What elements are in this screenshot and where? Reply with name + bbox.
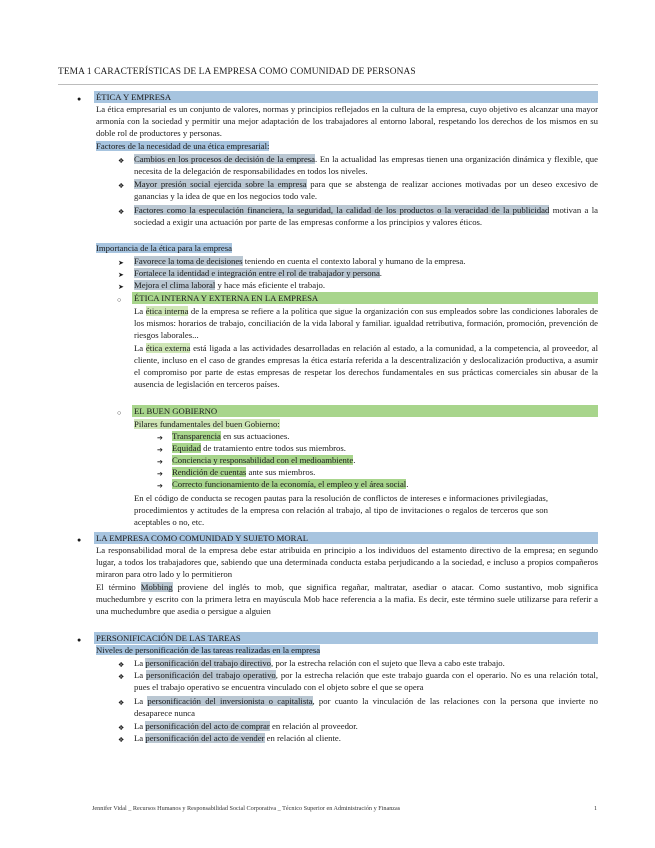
diamond-bullet-icon: ❖	[118, 673, 125, 681]
diamond-bullet-icon: ❖	[118, 736, 125, 744]
list-item-pilar-4: Rendición de cuentas ante sus miembros.	[172, 467, 316, 477]
diamond-bullet-icon: ❖	[118, 661, 125, 669]
paragraph-mobbing: El término Mobbing proviene del inglés to mob, que significa regañar, maltratar, asediar o atacar. Como sustantivo, mob significa muchedumbre y escrito con la primera letra en mayúscula Mob hace referencia a la mafia. Es decir, este término suele utilizarse para referir a una muchedumbre que asedia o persigue a alguien	[96, 582, 599, 617]
label-importancia: Importancia de la ética para la empresa	[96, 243, 233, 253]
arrow-bullet-icon: ➤	[118, 271, 124, 279]
title-rule	[58, 84, 598, 85]
list-item-nivel-5: La personificación del acto de vender en relación al cliente.	[134, 733, 341, 743]
diamond-bullet-icon: ❖	[118, 699, 125, 707]
paragraph-etica-externa: La ética externa está ligada a las actividades desarrolladas en relación al estado, a la comunidad, a la competencia, al proveedor, al cliente, incluso en el caso de grandes empresas la ética estaría referida a la descentralización y deslocalización productiva, a asumir el compromiso por parte de estas empresas de respetar los derechos fundamentales en sus prácticas comerciales sin abusar de la ausencia de legislación en terceros países.	[134, 343, 598, 390]
list-item-pilar-5: Correcto funcionamiento de la economía, el empleo y el área social.	[172, 479, 409, 489]
bullet-icon: ●	[77, 95, 82, 103]
arrow-right-icon: ➔	[157, 446, 163, 454]
label-factores: Factores de la necesidad de una ética empresarial:	[96, 141, 270, 151]
paragraph-etica-interna: La ética interna de la empresa se refiere a la política que sigue la organización con sus empleados sobre las condiciones laborales de los mismos: horarios de trabajo, conciliación de la vida laboral y familiar. igualdad retributiva, formación, promoción, prevención de riesgos laborales...	[134, 306, 599, 341]
list-item-factor-3: Factores como la especulación financiera, la seguridad, la calidad de los productos o la veracidad de la publicidad motivan a la sociedad a exigir una actuación por parte de las empresas conforme a los principios y valores éticos.	[134, 205, 598, 228]
section-heading-personificacion: PERSONIFICACIÓN DE LAS TAREAS	[96, 633, 241, 643]
paragraph-responsabilidad-moral: La responsabilidad moral de la empresa debe estar atribuida en principio a los individuos del estamento directivo de la empresa; en segundo lugar, a todos los trabajadores que, sabiendo que una determinada conducta estaba perjudicando a la sociedad, e incluso a propios compañeros miraron para otro lado y lo permitieron	[96, 545, 598, 580]
list-item-nivel-3: La personificación del inversionista o capitalista, por cuanto la vinculación de las relaciones con la persona que invierte no desaparece nunca	[134, 696, 598, 719]
list-item-factor-1: Cambios en los procesos de decisión de la empresa. En la actualidad las empresas tienen una organización dinámica y flexible, que necesita de la delegación de responsabilidades en todos los niveles.	[134, 154, 598, 177]
subsection-heading-etica-interna: ÉTICA INTERNA Y EXTERNA EN LA EMPRESA	[134, 293, 319, 303]
label-niveles: Niveles de personificación de las tareas realizadas en la empresa	[96, 645, 321, 655]
diamond-bullet-icon: ❖	[118, 724, 125, 732]
section-heading-comunidad: LA EMPRESA COMO COMUNIDAD Y SUJETO MORAL	[96, 533, 309, 543]
diamond-bullet-icon: ❖	[118, 182, 125, 190]
circle-bullet-icon: ○	[117, 409, 122, 417]
section-heading-etica: ÉTICA Y EMPRESA	[96, 92, 172, 102]
document-title: TEMA 1 CARACTERÍSTICAS DE LA EMPRESA COMO COMUNIDAD DE PERSONAS	[58, 67, 416, 77]
arrow-right-icon: ➔	[157, 434, 163, 442]
list-item-importancia-3: Mejora el clima laboral y hace más eficiente el trabajo.	[134, 280, 326, 290]
diamond-bullet-icon: ❖	[118, 157, 125, 165]
list-item-pilar-1: Transparencia en sus actuaciones.	[172, 431, 290, 441]
subsection-heading-buen-gobierno: EL BUEN GOBIERNO	[134, 406, 218, 416]
list-item-nivel-2: La personificación del trabajo operativo, por la estrecha relación que este trabajo guarda con el operario. No es una relación total, pues el trabajo operativo se encuentra vinculado con el objeto sobre el que se opera	[134, 670, 599, 693]
list-item-nivel-4: La personificación del acto de comprar en relación al proveedor.	[134, 721, 358, 731]
diamond-bullet-icon: ❖	[118, 208, 125, 216]
paragraph-codigo-conducta: En el código de conducta se recogen pautas para la resolución de conflictos de intereses e informaciones privilegiadas, procedimientos y actitudes de la empresa con relación al trabajo, al tipo de invitaciones o regalos de terceros que son aceptables o no, etc.	[134, 493, 548, 528]
list-item-importancia-1: Favorece la toma de decisiones teniendo en cuenta el contexto laboral y humano de la empresa.	[134, 256, 466, 266]
list-item-pilar-3: Conciencia y responsabilidad con el medioambiente.	[172, 455, 356, 465]
page-footer: Jennifer Vidal _ Recursos Humanos y Responsabilidad Social Corporativa _ Técnico Superior en Administración y Finanzas	[92, 805, 401, 812]
arrow-bullet-icon: ➤	[118, 283, 124, 291]
circle-bullet-icon: ○	[117, 296, 122, 304]
bullet-icon: ●	[77, 636, 82, 644]
list-item-nivel-1: La personificación del trabajo directivo, por la estrecha relación con el sujeto que lleva a cabo este trabajo.	[134, 658, 505, 668]
page-number: 1	[594, 805, 598, 812]
list-item-pilar-2: Equidad de tratamiento entre todos sus miembros.	[172, 443, 346, 453]
paragraph-intro: La ética empresarial es un conjunto de valores, normas y principios reflejados en la cultura de la empresa, cuyo objetivo es alcanzar una mayor armonía con la sociedad y permitir una mejor adaptación de los trabajadores al entorno laboral, respetando los derechos de los mismos en su doble rol de productores y personas.	[96, 104, 598, 139]
list-item-factor-2: Mayor presión social ejercida sobre la empresa para que se abstenga de realizar acciones motivadas por un deseo excesivo de ganancias y la idea de que en los negocios todo vale.	[134, 179, 598, 202]
list-item-importancia-2: Fortalece la identidad e integración entre el rol de trabajador y persona.	[134, 268, 382, 278]
bullet-icon: ●	[77, 536, 82, 544]
arrow-bullet-icon: ➤	[118, 259, 124, 267]
arrow-right-icon: ➔	[157, 458, 163, 466]
arrow-right-icon: ➔	[157, 482, 163, 490]
label-pilares: Pilares fundamentales del buen Gobierno:	[134, 419, 280, 429]
arrow-right-icon: ➔	[157, 470, 163, 478]
